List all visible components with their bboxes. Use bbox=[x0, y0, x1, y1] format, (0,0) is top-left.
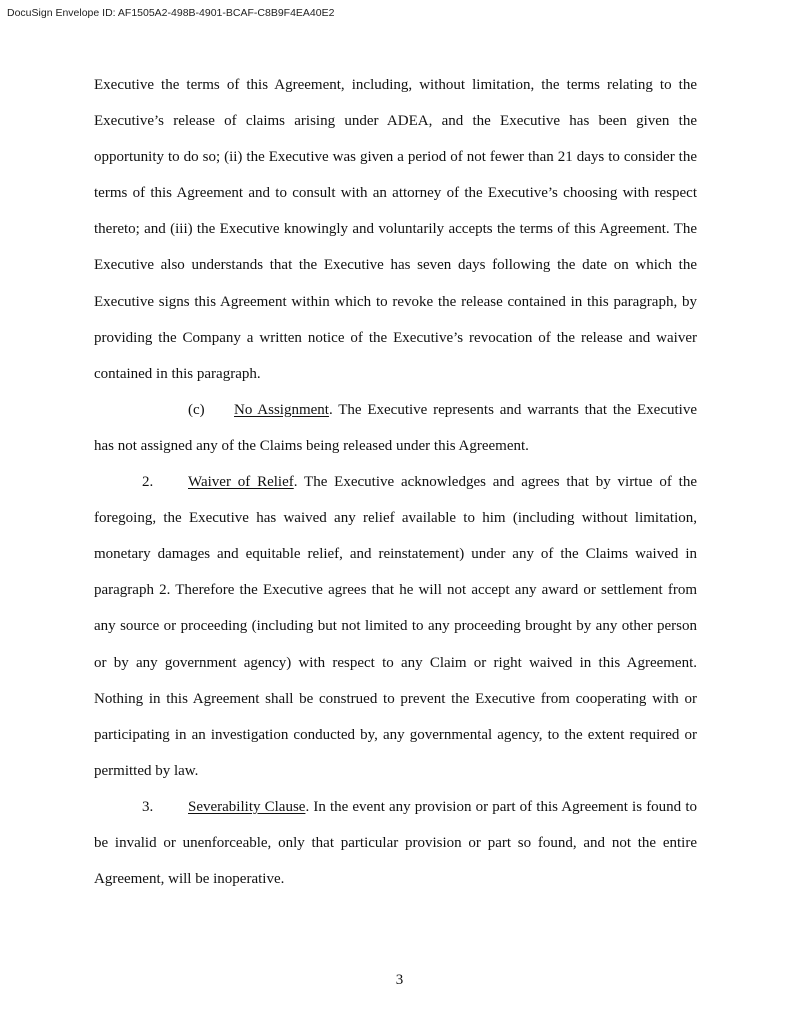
section-heading-waiver-of-relief: Waiver of Relief bbox=[188, 474, 294, 491]
section-heading-no-assignment: No Assignment bbox=[234, 401, 329, 418]
paragraph-waiver-of-relief bbox=[94, 464, 697, 789]
docusign-envelope-id: DocuSign Envelope ID: AF1505A2-498B-4901-BCAF-C8B9F4EA40E2 bbox=[7, 7, 335, 19]
paragraph-continuation: Executive the terms of this Agreement, including, without limitation, the terms relating to the Executive’s release of claims arising under ADEA, and the Executive has been given the opportunity to do so; (ii) the Executive was given a period of not fewer than 21 days to consider the terms of this Agreement and to consult with an attorney of the Executive’s choosing with respect thereto; and (iii) the Executive knowingly and voluntarily accepts the terms of this Agreement. The Executive also understands that the Executive has seven days following the date on which the Executive signs this Agreement within which to revoke the release contained in this paragraph, by providing the Company a written notice of the Executive’s revocation of the release and waiver contained in this paragraph. bbox=[94, 77, 697, 382]
paragraph-no-assignment bbox=[94, 392, 697, 464]
section-text-no-assignment: . The Executive represents and warrants that the Executive has not assigned any of the Claims being released under this Agreement. bbox=[94, 401, 697, 454]
paragraph-severability bbox=[94, 789, 697, 897]
section-number-3: 3. bbox=[142, 798, 154, 815]
document-body bbox=[94, 67, 697, 897]
section-text-severability: . In the event any provision or part of this Agreement is found to be invalid or unenforceable, only that particular provision or part so found, and not the entire Agreement, will be inoperative. bbox=[94, 798, 697, 888]
section-number-2: 2. bbox=[142, 474, 154, 491]
page-number: 3 bbox=[395, 972, 404, 988]
subsection-label: (c) bbox=[188, 401, 205, 418]
section-text-waiver-of-relief: . The Executive acknowledges and agrees that by virtue of the foregoing, the Executive has waived any relief available to him (including without limitation, monetary damages and equitable relief, and reinstatement) under any of the Claims waived in paragraph 2. Therefore the Executive agrees that he will not accept any award or settlement from any source or proceeding (including but not limited to any proceeding brought by any other person or by any government agency) with respect to any Claim or right waived in this Agreement. Nothing in this Agreement shall be construed to prevent the Executive from cooperating with or participating in an investigation conducted by, any governmental agency, to the extent required or permitted by law. bbox=[94, 474, 697, 779]
section-heading-severability: Severability Clause bbox=[188, 798, 306, 815]
